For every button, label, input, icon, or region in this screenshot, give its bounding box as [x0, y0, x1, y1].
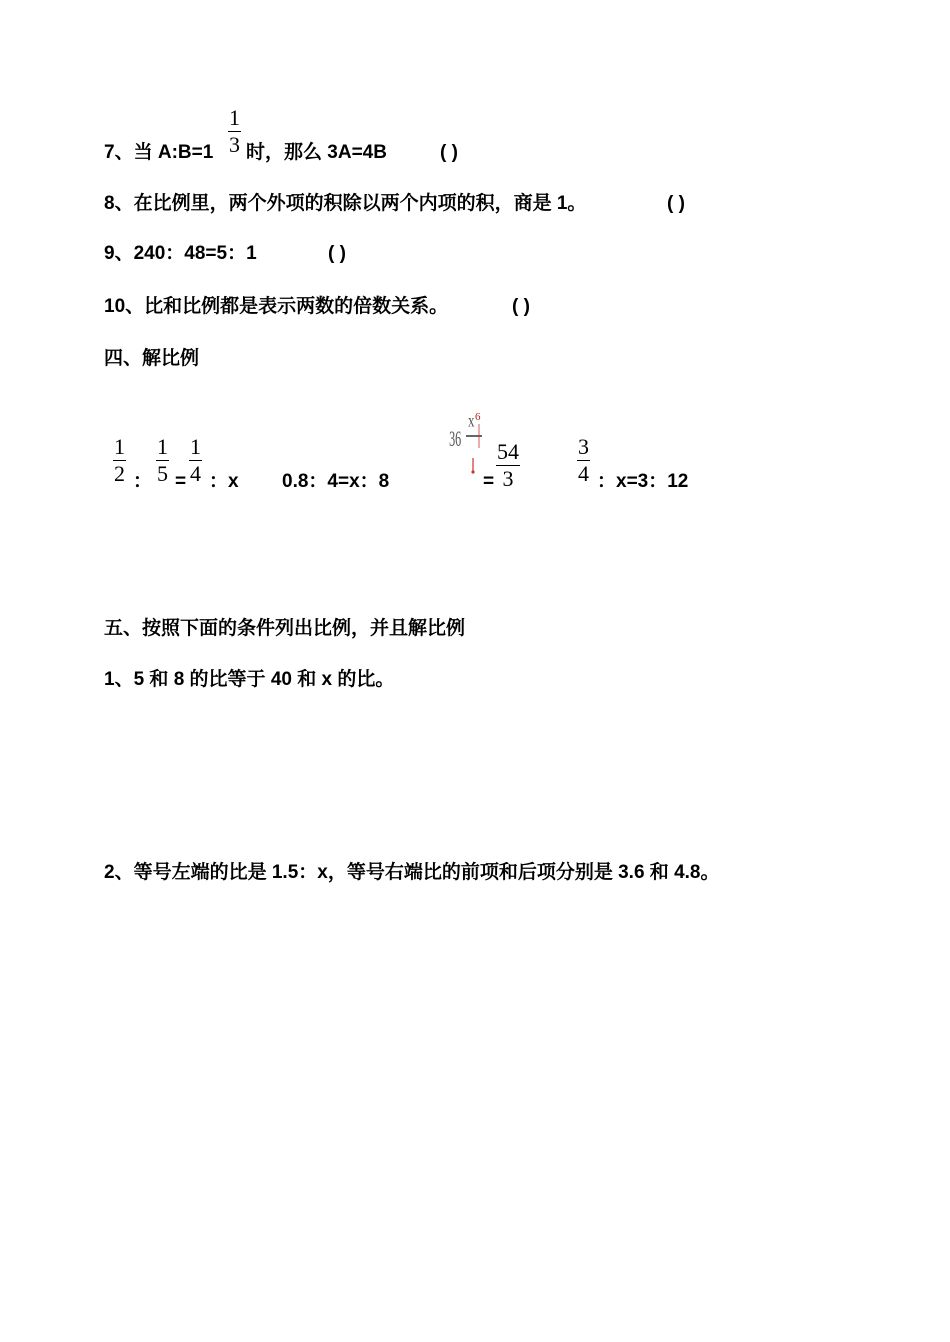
- eq3-formula-graphic: [448, 404, 494, 476]
- eq3-fraction: [496, 441, 520, 490]
- fraction-denominator: 4: [578, 461, 589, 486]
- question-7-answer-bracket[interactable]: ( ): [440, 142, 458, 163]
- section-5-question-1: 1、5 和 8 的比等于 40 和 x 的比。: [104, 669, 395, 690]
- fraction-denominator: 5: [157, 461, 168, 486]
- eq1-fraction-3: [189, 436, 202, 485]
- fraction-numerator: 1: [229, 105, 240, 130]
- eq1-equals: =: [175, 471, 187, 492]
- question-7-prefix: 7、当 A:B=1: [104, 142, 214, 163]
- fraction-denominator: 3: [229, 132, 240, 157]
- eq3-art-x: x: [468, 411, 475, 432]
- question-7: [104, 141, 213, 165]
- question-8: [104, 192, 586, 216]
- section-4-title: 四、解比例: [104, 348, 200, 369]
- fraction-numerator: 1: [157, 434, 168, 459]
- fraction-numerator: 1: [190, 434, 201, 459]
- eq4-tail: ：x=3：12: [597, 471, 689, 492]
- fraction-denominator: 4: [190, 461, 201, 486]
- question-8-answer-bracket[interactable]: ( ): [667, 193, 685, 214]
- fraction-numerator: 3: [578, 434, 589, 459]
- eq3-distorted-formula-image: [448, 404, 494, 476]
- question-8-text: 8、在比例里，两个外项的积除以两个内项的积，商是 1。: [104, 193, 587, 214]
- eq1-tail: ：x: [209, 471, 239, 492]
- eq1-colon: ：: [133, 471, 153, 492]
- eq1-fraction-1: [113, 436, 126, 485]
- question-7-fraction: [228, 107, 241, 156]
- eq3-art-36: 36: [449, 426, 462, 451]
- section-5-title: 五、按照下面的条件列出比例，并且解比例: [104, 618, 466, 639]
- question-10-answer-bracket[interactable]: ( ): [512, 296, 530, 317]
- question-7-suffix: 时，那么 3A=4B: [246, 142, 387, 163]
- fraction-numerator: 54: [497, 439, 519, 464]
- fraction-denominator: 3: [502, 466, 514, 491]
- section-5-question-2: 2、等号左端的比是 1.5：x，等号右端比的前项和后项分别是 3.6 和 4.8。: [104, 862, 720, 883]
- question-10: [104, 295, 448, 319]
- eq2: 0.8：4=x：8: [282, 471, 390, 492]
- question-9-answer-bracket[interactable]: ( ): [328, 243, 346, 264]
- fraction-numerator: 1: [114, 434, 125, 459]
- eq3-equals: =: [483, 471, 495, 492]
- question-9: [104, 242, 257, 266]
- eq4-fraction: [577, 436, 590, 485]
- question-9-text: 9、240：48=5：1: [104, 243, 257, 264]
- eq3-art-6: 6: [475, 411, 481, 423]
- fraction-denominator: 2: [114, 461, 125, 486]
- eq1-fraction-2: [156, 436, 169, 485]
- question-10-text: 10、比和比例都是表示两数的倍数关系。: [104, 296, 449, 317]
